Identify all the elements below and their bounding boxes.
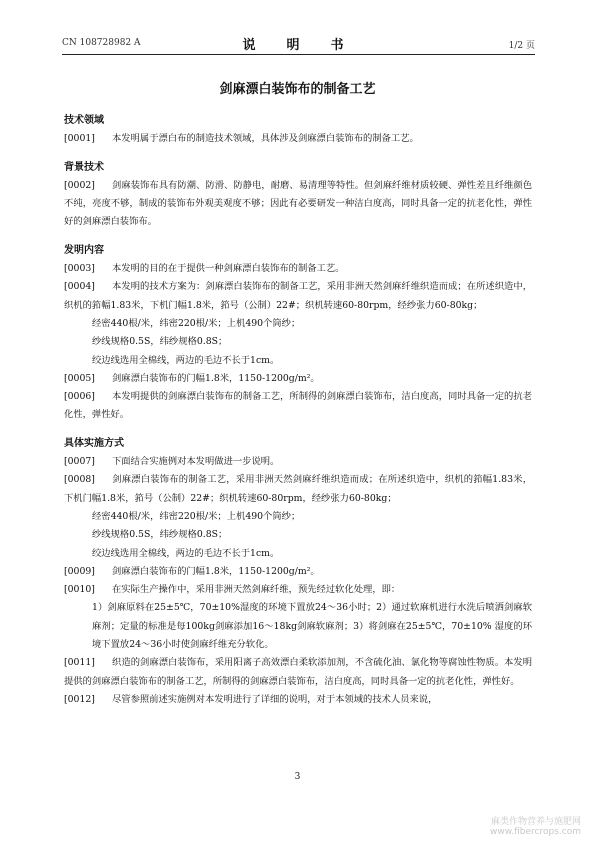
- page-info: 1/2 页: [508, 41, 535, 51]
- paragraph-0011: [64, 654, 532, 691]
- spec-line: 经密440根/米，纬密220根/米；上机490个筒纱；: [92, 317, 301, 329]
- paragraph-text: 本发明的目的在于提供一种剑麻漂白装饰布的制备工艺。: [112, 263, 345, 275]
- watermark-text: 麻类作物营养与施肥网: [490, 817, 581, 827]
- paragraph-text: 本发明属于漂白布的制造技术领域，具体涉及剑麻漂白装饰布的制备工艺。: [112, 133, 419, 145]
- paragraph-text: 剑麻漂白装饰布的制备工艺，采用非洲天然剑麻纤维织造而成；在所述织造中，织机的筘幅1.83米，下机门幅1.8米，筘号（公制）22#；织机转速60-80rpm，经纱张力60-80kg；: [64, 474, 532, 504]
- document-title: 剑麻漂白装饰布的制备工艺: [219, 82, 376, 97]
- doc-number: CN 108728982 A: [62, 38, 141, 48]
- paragraph-number: [0008]: [64, 474, 95, 486]
- paragraph-0009: [64, 563, 532, 581]
- spec-line: 经密440根/米，纬密220根/米；上机490个筒纱；: [92, 510, 301, 522]
- section-heading-summary: 发明内容: [64, 244, 104, 256]
- process-steps: 1）剑麻原料在25±5℃，70±10%湿度的环境下置放24～36小时；2）通过软麻机进行水洗后喷洒剑麻软麻剂；定量的标准是每100kg剑麻添加16～18kg剑麻软麻剂；3）将剑麻在25±5℃，70±10% 湿度的环境下置放24～36小时使剑麻纤维充分软化。: [92, 602, 532, 651]
- paragraph-0007: [64, 453, 532, 471]
- paragraph-0012: [64, 691, 532, 709]
- paragraph-text: 本发明的技术方案为：剑麻漂白装饰布的制备工艺，采用非洲天然剑麻纤维织造而成；在所述织造中，织机的筘幅1.83米，下机门幅1.8米，筘号（公制）22#；织机转速60-80rpm，经纱张力60-80kg；: [64, 281, 532, 311]
- paragraph-0006: [64, 388, 532, 425]
- spec-line: 纱线规格0.5S，纬纱规格0.8S；: [92, 336, 228, 348]
- paragraph-0004: [64, 278, 532, 315]
- paragraph-number: [0009]: [64, 565, 95, 577]
- paragraph-text: 在实际生产操作中，采用非洲天然剑麻纤维，预先经过软化处理，即：: [112, 584, 401, 596]
- spec-line: 绞边线选用全棉线，两边的毛边不长于1cm。: [92, 547, 280, 559]
- paragraph-0010: [64, 581, 532, 599]
- paragraph-number: [0004]: [64, 281, 95, 293]
- section-heading-background: 背景技术: [64, 161, 104, 173]
- paragraph-text: 剑麻漂白装饰布的门幅1.8米，1150-1200g/m²。: [112, 372, 320, 384]
- paragraph-text: 织造的剑麻漂白装饰布，采用阳离子高效漂白柔软添加剂，不含硫化油、氯化物等腐蚀性物质。本发明提供的剑麻漂白装饰布的制备工艺，所制得的剑麻漂白装饰布，洁白度高，同时具备一定的抗老化性，弹性好。: [64, 657, 532, 687]
- paragraph-number: [0007]: [64, 456, 95, 468]
- paragraph-number: [0003]: [64, 263, 95, 275]
- doc-type: 说 明 书: [242, 38, 353, 53]
- paragraph-text: 剑麻装饰布具有防潮、防滑、防静电，耐磨、易清理等特性。但剑麻纤维材质较硬、弹性差且纤维颜色不纯，亮度不够，制成的装饰布外观美观度不够；因此有必要研发一种洁白度高，同时具备一定的抗老化性，弹性好的剑麻漂白装饰布。: [64, 179, 532, 228]
- paragraph-text: 尽管参照前述实施例对本发明进行了详细的说明，对于本领域的技术人员来说，: [112, 693, 438, 705]
- paragraph-text: 剑麻漂白装饰布的门幅1.8米，1150-1200g/m²。: [112, 565, 320, 577]
- paragraph-0002: [64, 177, 532, 232]
- paragraph-number: [0012]: [64, 693, 95, 705]
- paragraph-number: [0001]: [64, 133, 95, 145]
- paragraph-number: [0011]: [64, 657, 95, 669]
- spec-line: 纱线规格0.5S，纬纱规格0.8S；: [92, 529, 228, 541]
- paragraph-0003: [64, 260, 532, 278]
- section-heading-embodiment: 具体实施方式: [64, 437, 124, 449]
- paragraph-0001: [64, 130, 532, 148]
- section-heading-tech-field: 技术领域: [64, 115, 104, 126]
- paragraph-number: [0002]: [64, 179, 95, 191]
- paragraph-0008: [64, 471, 532, 508]
- paragraph-0005: [64, 370, 532, 388]
- header-rule: [62, 54, 535, 55]
- spec-line: 绞边线选用全棉线，两边的毛边不长于1cm。: [92, 354, 280, 366]
- watermark-url: www.fibercrops.com: [490, 827, 581, 837]
- paragraph-number: [0010]: [64, 584, 95, 596]
- paragraph-text: 本发明提供的剑麻漂白装饰布的制备工艺，所制得的剑麻漂白装饰布，洁白度高，同时具备一定的抗老化性，弹性好。: [64, 391, 532, 421]
- paragraph-text: 下面结合实施例对本发明做进一步说明。: [112, 456, 280, 468]
- page-number: 3: [294, 772, 301, 782]
- document-body: [64, 108, 532, 709]
- paragraph-number: [0006]: [64, 391, 95, 403]
- paragraph-number: [0005]: [64, 372, 95, 384]
